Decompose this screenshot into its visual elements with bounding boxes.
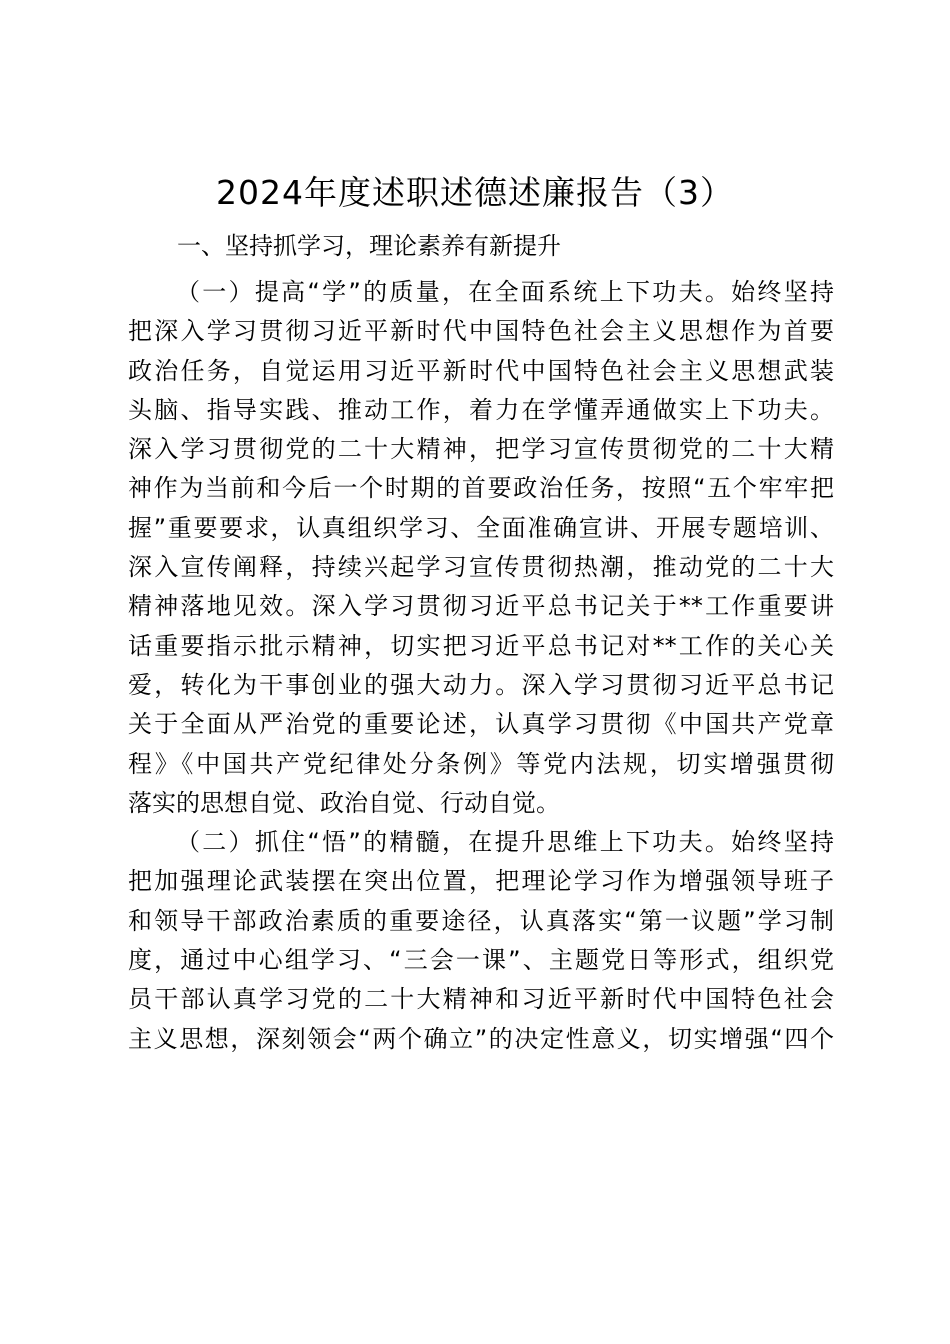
document-body [128, 273, 834, 1059]
body-line: （二）抓住“悟”的精髓，在提升思维上下功夫。始终坚持 [176, 828, 834, 857]
body-line: 关于全面从严治党的重要论述，认真学习贯彻《中国共产党章 [128, 710, 834, 739]
body-line: 头脑、指导实践、推动工作，着力在学懂弄通做实上下功夫。 [128, 395, 834, 424]
body-line: 深入宣传阐释，持续兴起学习宣传贯彻热潮，推动党的二十大 [128, 553, 834, 582]
body-line: 政治任务，自觉运用习近平新时代中国特色社会主义思想武装 [128, 356, 834, 385]
body-line: 深入学习贯彻党的二十大精神，把学习宣传贯彻党的二十大精 [128, 435, 834, 464]
section-heading: 一、坚持抓学习，理论素养有新提升 [177, 232, 561, 260]
body-line: 主义思想，深刻领会“两个确立”的决定性意义，切实增强“四个 [128, 1024, 834, 1053]
body-line: 握”重要要求，认真组织学习、全面准确宣讲、开展专题培训、 [128, 513, 834, 542]
body-line: 和领导干部政治素质的重要途径，认真落实“第一议题”学习制 [128, 906, 834, 935]
body-line: 员干部认真学习党的二十大精神和习近平新时代中国特色社会 [128, 985, 834, 1014]
body-line: 精神落地见效。深入学习贯彻习近平总书记关于**工作重要讲 [128, 592, 834, 621]
body-line: 话重要指示批示精神，切实把习近平总书记对**工作的关心关 [128, 631, 834, 660]
body-line: 把深入学习贯彻习近平新时代中国特色社会主义思想作为首要 [128, 317, 834, 346]
body-line: （一）提高“学”的质量，在全面系统上下功夫。始终坚持 [176, 278, 834, 306]
body-line: 爱，转化为干事创业的强大动力。深入学习贯彻习近平总书记 [128, 670, 834, 699]
document-title: 2024年度述职述德述廉报告（3） [216, 173, 734, 212]
body-line: 把加强理论武装摆在突出位置，把理论学习作为增强领导班子 [128, 867, 834, 896]
body-line: 落实的思想自觉、政治自觉、行动自觉。 [128, 788, 560, 817]
body-line: 度，通过中心组学习、“三会一课”、主题党日等形式，组织党 [128, 946, 834, 975]
body-line: 程》《中国共产党纪律处分条例》等党内法规，切实增强贯彻 [128, 749, 834, 778]
body-line: 神作为当前和今后一个时期的首要政治任务，按照“五个牢牢把 [128, 474, 834, 503]
